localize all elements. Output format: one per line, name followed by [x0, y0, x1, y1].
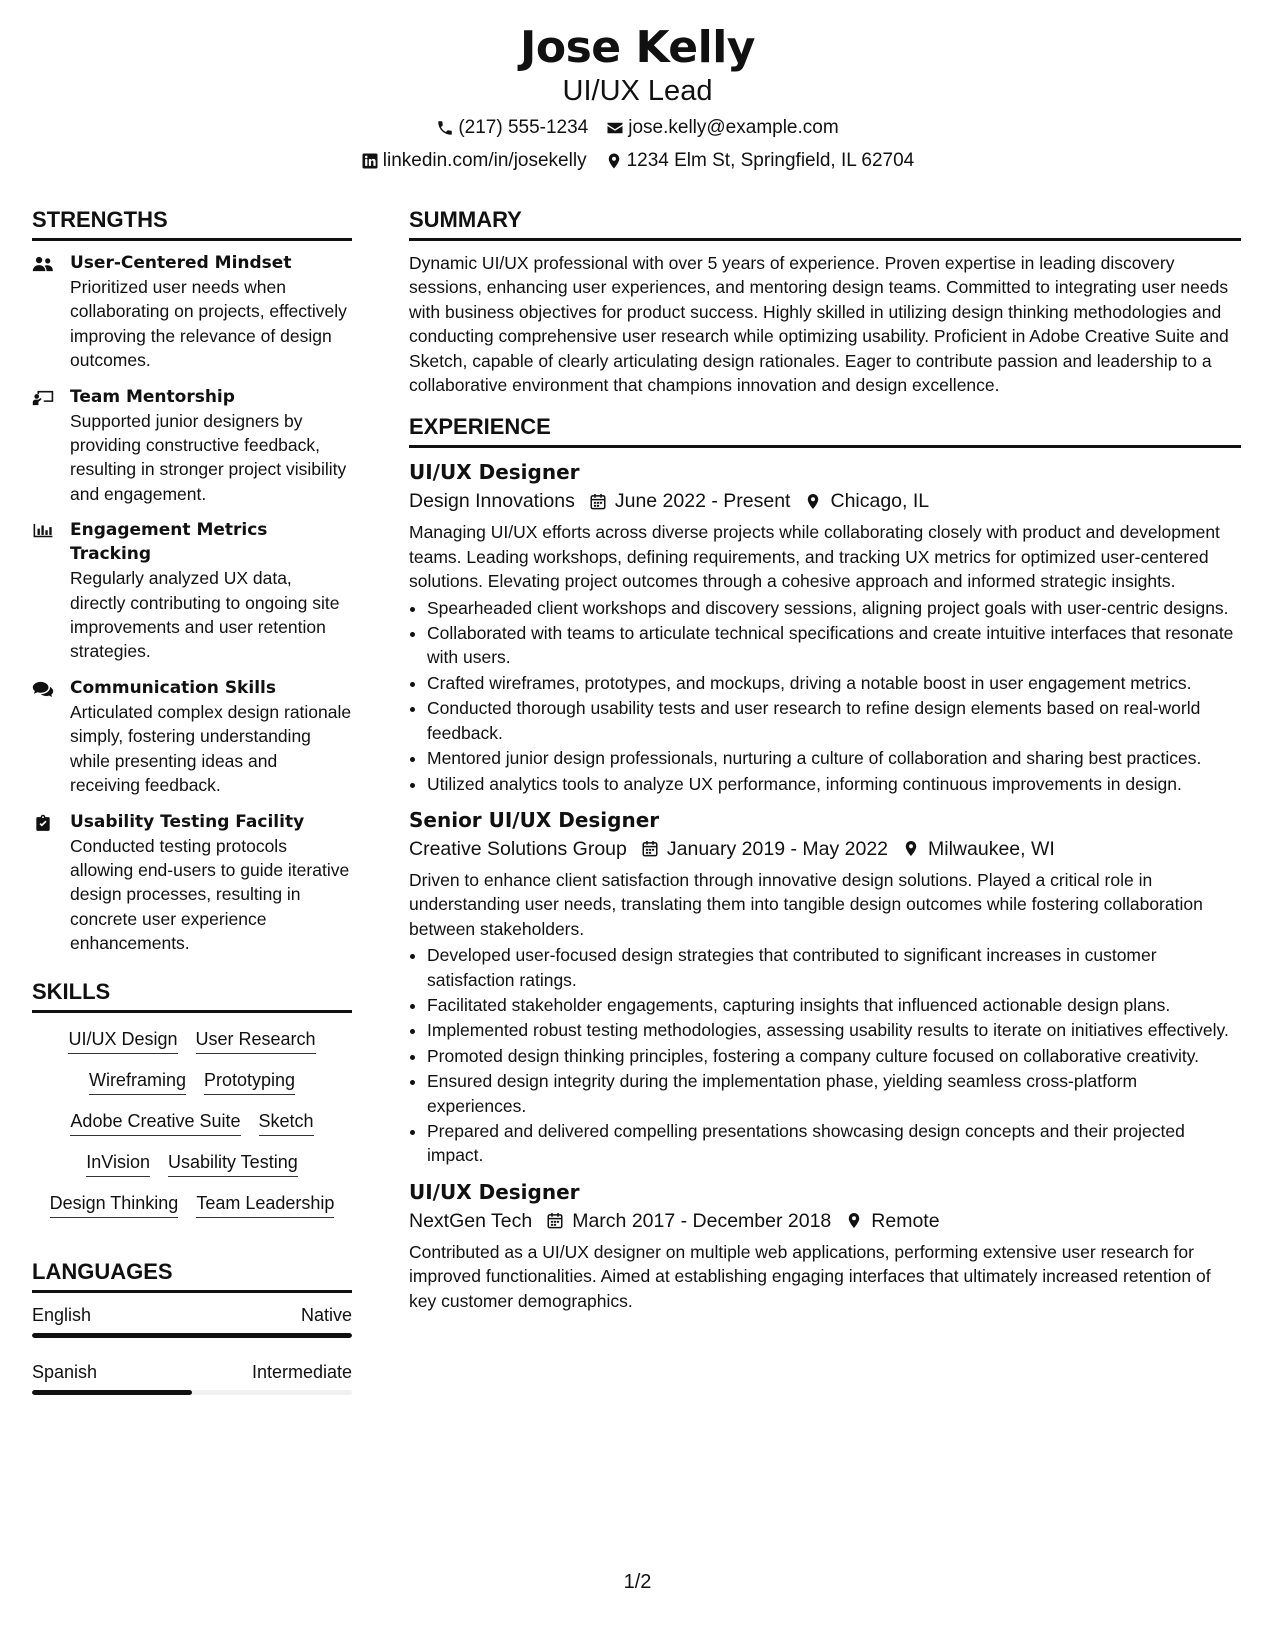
strength-description: Prioritized user needs when collaborating on projects, effectively improving the relevance of design outcomes.: [70, 277, 347, 371]
strength-title: User-Centered Mindset: [70, 253, 292, 273]
skill-tag: Prototyping: [204, 1068, 295, 1095]
calendar-icon: [546, 1211, 564, 1230]
contact-email[interactable]: [606, 116, 838, 140]
skill-tag: Usability Testing: [168, 1150, 298, 1177]
job-dates: June 2022 - Present: [614, 490, 791, 513]
job-summary: Contributed as a UI/UX designer on multiple web applications, performing extensive user research for improved functionalities. Aimed at establishing engaging interfaces that ultimately increased retention of key customer demographics.: [409, 1241, 1211, 1311]
page-number: 1/2: [623, 1571, 652, 1593]
job-dates: March 2017 - December 2018: [572, 1209, 832, 1232]
job-meta: [409, 486, 1241, 516]
strength-description: Supported junior designers by providing constructive feedback, resulting in stronger project visibility and engagement.: [70, 410, 347, 504]
skill-tag: InVision: [86, 1150, 150, 1177]
job-bullet: • Developed user-focused design strategies that contributed to significant increases in customer satisfaction ratings.: [427, 943, 1241, 992]
language-proficiency-fill: [32, 1333, 352, 1338]
chart-bar-icon: [32, 522, 54, 540]
job-bullet: • Utilized analytics tools to analyze UX performance, informing continuous improvements in design.: [427, 772, 1241, 796]
strength-item: [32, 518, 352, 664]
linkedin-icon: [361, 152, 379, 170]
strength-item: [32, 251, 352, 373]
users-icon: [32, 255, 54, 273]
language-item: [32, 1303, 352, 1338]
language-proficiency-bar: [32, 1390, 352, 1395]
language-proficiency-bar: [32, 1333, 352, 1338]
job-location: Remote: [871, 1209, 940, 1232]
job-company: Creative Solutions Group: [409, 837, 627, 860]
job-company: Design Innovations: [409, 490, 575, 513]
language-proficiency-fill: [32, 1390, 192, 1395]
experience-heading: EXPERIENCE: [409, 413, 1241, 448]
skill-tag: Wireframing: [89, 1068, 186, 1095]
job-entry: [409, 458, 1241, 795]
resume-header: [0, 20, 1275, 173]
strength-title: Engagement Metrics Tracking: [70, 520, 268, 565]
job-title: UI/UX Designer: [409, 1179, 580, 1204]
summary-heading: SUMMARY: [409, 206, 1241, 241]
candidate-name: Jose Kelly: [520, 22, 755, 73]
languages-heading: LANGUAGES: [32, 1258, 352, 1293]
map-marker-icon: [845, 1211, 863, 1230]
strength-title: Communication Skills: [70, 677, 276, 698]
job-meta: [409, 1206, 1241, 1236]
skill-tag: Adobe Creative Suite: [70, 1109, 240, 1136]
job-bullet: • Facilitated stakeholder engagements, capturing insights that influenced actionable design plans.: [427, 993, 1241, 1017]
job-location: Milwaukee, WI: [928, 837, 1055, 860]
job-location: Chicago, IL: [830, 490, 930, 513]
map-marker-icon: [902, 839, 920, 858]
job-bullet: • Collaborated with teams to articulate technical specifications and create intuitive interfaces that resonate with users.: [427, 621, 1241, 670]
language-name: English: [32, 1304, 92, 1325]
strengths-heading: STRENGTHS: [32, 206, 352, 241]
contact-row-1: [0, 116, 1275, 140]
calendar-icon: [589, 492, 607, 511]
strength-description: Conducted testing protocols allowing end-users to guide iterative design processes, resulting in concrete user experience enhancements.: [70, 835, 350, 954]
contact-address: [605, 149, 915, 173]
linkedin-text: linkedin.com/in/josekelly: [382, 150, 587, 171]
job-bullets: [409, 943, 1241, 1168]
left-column: [32, 206, 352, 1417]
skill-tag: Sketch: [259, 1109, 314, 1136]
job-bullet: • Mentored junior design professionals, nurturing a culture of collaboration and sharing best practices.: [427, 746, 1241, 770]
strength-description: Articulated complex design rationale simply, fostering understanding while presenting ideas and receiving feedback.: [70, 701, 352, 796]
job-title: Senior UI/UX Designer: [409, 807, 660, 832]
skills-list: [32, 1023, 352, 1218]
language-item: [32, 1360, 352, 1395]
job-bullet: • Ensured design integrity during the implementation phase, yielding seamless cross-platform experiences.: [427, 1069, 1241, 1118]
strength-item: [32, 385, 352, 507]
envelope-icon: [606, 119, 624, 137]
language-level: Native: [300, 1304, 352, 1325]
language-name: Spanish: [32, 1361, 98, 1382]
calendar-icon: [641, 839, 659, 858]
job-summary: Driven to enhance client satisfaction through innovative design solutions. Played a critical role in understanding user needs, translating them into tangible design outcomes while fostering collaboration between stakeholders.: [409, 869, 1203, 939]
contact-row-2: [0, 149, 1275, 173]
job-bullet: • Spearheaded client workshops and discovery sessions, aligning project goals with user-centric designs.: [427, 596, 1241, 620]
job-bullet: • Implemented robust testing methodologies, assessing usability results to iterate on initiatives effectively.: [427, 1018, 1241, 1042]
job-bullet: • Crafted wireframes, prototypes, and mockups, driving a notable boost in user engagement metrics.: [427, 671, 1241, 695]
summary-text: Dynamic UI/UX professional with over 5 years of experience. Proven expertise in leading discovery sessions, enhancing user experiences, and mentoring design teams. Committed to integrating user needs with business objectives for product success. Highly skilled in utilizing design thinking methodologies and conducting comprehensive user research while optimizing usability. Proficient in Adobe Creative Suite and Sketch, capable of clearly articulating design rationales. Eager to contribute passion and leadership to a collaborative environment that champions innovation and design excellence.: [409, 253, 1229, 396]
phone-text: (217) 555-1234: [458, 117, 589, 138]
phone-icon: [436, 119, 454, 137]
job-bullet: • Conducted thorough usability tests and user research to refine design elements based on real-world feedback.: [427, 696, 1241, 745]
strength-description: Regularly analyzed UX data, directly contributing to ongoing site improvements and user retention strategies.: [70, 568, 340, 662]
job-summary: Managing UI/UX efforts across diverse projects while collaborating closely with product and development teams. Leading workshops, defining requirements, and tracking UX metrics for optimized user-centered solutions. Elevating project outcomes through a cohesive approach and informed strategic insights.: [409, 522, 1220, 592]
job-entry: [409, 1178, 1241, 1313]
address-text: 1234 Elm St, Springfield, IL 62704: [626, 150, 915, 171]
job-meta: [409, 834, 1241, 864]
skill-tag: User Research: [196, 1027, 316, 1054]
job-title: UI/UX Designer: [409, 460, 580, 485]
strength-item: [32, 676, 352, 798]
map-marker-icon: [605, 152, 623, 170]
skills-heading: SKILLS: [32, 978, 352, 1013]
comments-icon: [32, 680, 54, 698]
chalkboard-teacher-icon: [32, 389, 54, 407]
skill-tag: Design Thinking: [50, 1191, 179, 1218]
right-column: [409, 206, 1241, 1323]
skill-tag: UI/UX Design: [68, 1027, 177, 1054]
skill-tag: Team Leadership: [196, 1191, 334, 1218]
strength-item: [32, 810, 352, 956]
strength-title: Usability Testing Facility: [70, 811, 305, 832]
email-text: jose.kelly@example.com: [628, 117, 839, 138]
job-bullet: • Prepared and delivered compelling presentations showcasing design concepts and their projected impact.: [427, 1119, 1241, 1168]
job-bullet: • Promoted design thinking principles, fostering a company culture focused on collaborative creativity.: [427, 1044, 1241, 1068]
job-bullets: [409, 596, 1241, 796]
map-marker-icon: [804, 492, 822, 511]
job-dates: January 2019 - May 2022: [666, 837, 889, 860]
contact-phone[interactable]: [436, 116, 588, 140]
candidate-headline: UI/UX Lead: [562, 75, 713, 107]
job-entry: [409, 806, 1241, 1168]
strength-title: Team Mentorship: [70, 386, 235, 407]
contact-linkedin[interactable]: [361, 149, 587, 173]
language-level: Intermediate: [251, 1361, 352, 1382]
job-company: NextGen Tech: [409, 1209, 533, 1232]
clipboard-check-icon: [32, 814, 54, 832]
